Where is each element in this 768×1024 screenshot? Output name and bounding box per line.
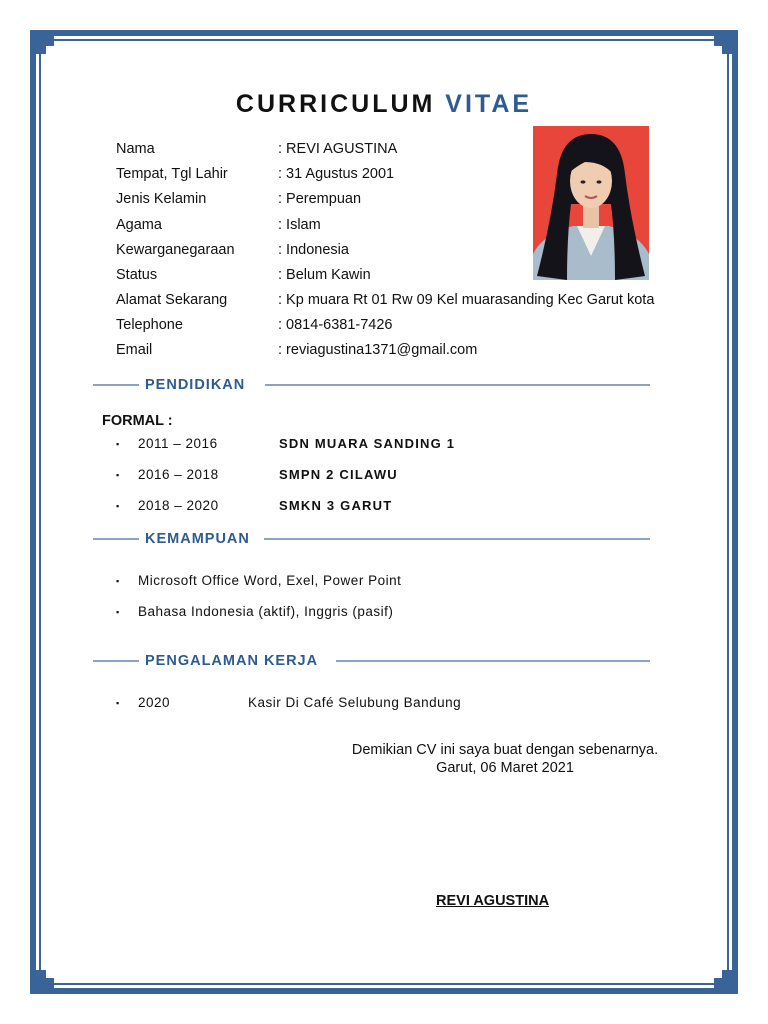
education-school: SDN MUARA SANDING 1 <box>279 436 456 451</box>
formal-label: FORMAL : <box>102 413 173 429</box>
closing-statement: Demikian CV ini saya buat dengan sebenarnya. <box>351 742 659 758</box>
bullet-icon: ▪ <box>116 576 120 586</box>
title-part-vitae: VITAE <box>445 90 533 118</box>
info-value: : Kp muara Rt 01 Rw 09 Kel muarasanding Kec Garut kota <box>278 292 655 308</box>
info-label: Status <box>116 267 158 283</box>
document-title <box>0 90 768 119</box>
info-label: Agama <box>116 217 162 233</box>
info-label: Nama <box>116 141 155 157</box>
info-label: Telephone <box>116 317 183 333</box>
divider-line <box>336 660 650 662</box>
info-value: : reviagustina1371@gmail.com <box>278 342 478 358</box>
experience-job: Kasir Di Café Selubung Bandung <box>248 695 462 710</box>
info-value: : 0814-6381-7426 <box>278 317 393 333</box>
info-label: Tempat, Tgl Lahir <box>116 166 228 182</box>
profile-photo <box>533 126 649 280</box>
info-label: Jenis Kelamin <box>116 191 207 207</box>
bullet-icon: ▪ <box>116 607 120 617</box>
info-label: Email <box>116 342 153 358</box>
section-title: KEMAMPUAN <box>145 531 250 547</box>
info-value: : 31 Agustus 2001 <box>278 166 395 182</box>
section-heading-pengalaman-kerja <box>93 651 650 671</box>
bullet-icon: ▪ <box>116 698 120 708</box>
bullet-icon: ▪ <box>116 439 120 449</box>
info-value: : Islam <box>278 217 321 233</box>
bullet-icon: ▪ <box>116 501 120 511</box>
section-title: PENDIDIKAN <box>145 377 246 393</box>
skill-text: Bahasa Indonesia (aktif), Inggris (pasif) <box>138 604 394 619</box>
info-value: : Indonesia <box>278 242 349 258</box>
signature-name: REVI AGUSTINA <box>436 893 550 909</box>
education-school: SMKN 3 GARUT <box>279 498 393 513</box>
section-title: PENGALAMAN KERJA <box>145 653 319 669</box>
education-years: 2016 – 2018 <box>138 467 219 482</box>
info-label: Kewarganegaraan <box>116 242 235 258</box>
divider-line <box>93 384 139 386</box>
divider-line <box>264 538 650 540</box>
experience-year: 2020 <box>138 695 171 710</box>
info-label: Alamat Sekarang <box>116 292 228 308</box>
divider-line <box>93 538 139 540</box>
info-value: : Perempuan <box>278 191 362 207</box>
education-school: SMPN 2 CILAWU <box>279 467 398 482</box>
title-part-curriculum: CURRICULUM <box>235 90 436 118</box>
divider-line <box>265 384 650 386</box>
education-years: 2018 – 2020 <box>138 498 219 513</box>
info-value: : REVI AGUSTINA <box>278 141 398 157</box>
section-heading-kemampuan <box>93 529 650 549</box>
education-years: 2011 – 2016 <box>138 436 218 451</box>
info-value: : Belum Kawin <box>278 267 371 283</box>
divider-line <box>93 660 139 662</box>
bullet-icon: ▪ <box>116 470 120 480</box>
closing-place-date: Garut, 06 Maret 2021 <box>436 760 574 776</box>
skill-text: Microsoft Office Word, Exel, Power Point <box>138 573 402 588</box>
section-heading-pendidikan <box>93 375 650 395</box>
